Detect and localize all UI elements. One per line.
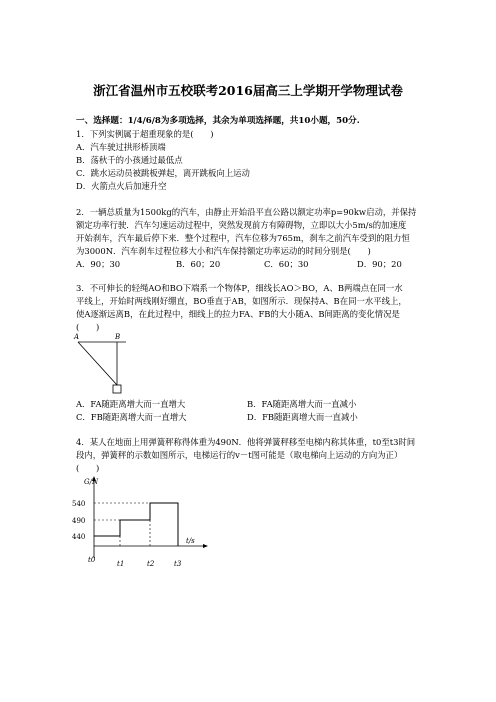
q4-line-2: 段内，弹簧秤的示数如图所示，电梯运行的v－t图可能是（取电梯向上运动的方向为正） (76, 450, 403, 460)
q1-option-b: B．荡秋千的小孩通过最低点 (76, 155, 183, 165)
q3-option-a: A．FA随距离增大而一直增大 (76, 399, 186, 409)
x-tick-t3: t3 (174, 560, 182, 568)
q2-line-3: 开始刹车，汽车最后停下来．整个过程中，汽车位移为765m，刹车之前汽车受到的阻力恒 (76, 233, 410, 243)
y-tick-540: 540 (72, 500, 86, 508)
q1-option-a: A．汽车驶过拱形桥顶端 (76, 142, 166, 152)
q2-option-a: A．90；30 (76, 259, 121, 269)
label-a: A (74, 333, 80, 341)
q3-line-3: 使A逐渐远离B，在此过程中，细线上的拉力FA、FB的大小随A、B间距离的变化情况是 (76, 309, 400, 319)
q3-line-2: 平线上，开始时两线刚好绷直，BO垂直于AB，如图所示．现保持A、B在同一水平线上， (76, 296, 407, 306)
y-tick-440: 440 (72, 533, 86, 541)
q2-option-b: B．60；20 (176, 259, 221, 269)
q2-line-1: 2．一辆总质量为1500kg的汽车，由静止开始沿平直公路以额定功率p=90kw启动，并保持 (76, 207, 417, 217)
q3-option-d: D．FB随距离增大而一直减小 (247, 412, 358, 422)
section-heading: 一、选择题：1/4/6/8为多项选择，其余为单项选择题，共10小题，50分. (76, 116, 360, 126)
y-tick-490: 490 (72, 517, 86, 525)
rope-ao (78, 342, 117, 385)
rope-figure (70, 330, 140, 396)
q4-line-1: 4．某人在地面上用弹簧秤称得体重为490N．他将弹簧秤移至电梯内称其体重，t0至t3时间 (76, 437, 416, 447)
q3-line-4: ( ) (76, 322, 100, 332)
q2-line-4: 为3000N．汽车刹车过程位移大小和汽车保持额定功率运动的时间分别是( ) (76, 246, 371, 256)
q2-option-c: C．60；30 (264, 259, 309, 269)
weight-step-line (94, 503, 178, 546)
weight-time-graph (70, 474, 210, 572)
q3-option-b: B．FA随距离增大而一直减小 (247, 399, 357, 409)
label-b: B (115, 333, 121, 341)
x-axis-label: t/s (186, 537, 195, 545)
x-tick-t0: t0 (88, 556, 96, 564)
object-p (113, 385, 121, 393)
q1-stem: 1．下列实例属于超重现象的是( ) (76, 129, 214, 139)
y-axis-label: G/N (84, 478, 99, 486)
page-title: 浙江省温州市五校联考2016届高三上学期开学物理试卷 (93, 83, 403, 98)
q1-option-c: C．跳水运动员被跳板弹起，离开跳板向上运动 (76, 168, 250, 178)
x-tick-t2: t2 (147, 560, 155, 568)
q3-line-1: 3．不可伸长的轻绳AO和BO下端系一个物体P，细线长AO＞BO，A、B两端点在同一水 (76, 283, 403, 293)
x-axis-arrow (203, 544, 208, 548)
q1-option-d: D．火箭点火后加速升空 (76, 181, 167, 191)
q3-option-c: C．FB随距离增大而一直增大 (76, 412, 187, 422)
x-tick-t1: t1 (117, 560, 125, 568)
q2-line-2: 额定功率行驶．汽车匀速运动过程中，突然发现前方有障碍物，立即以大小5m/s的加速度 (76, 220, 407, 230)
q2-option-d: D．90；20 (357, 259, 402, 269)
q4-line-3: ( ) (76, 463, 100, 473)
